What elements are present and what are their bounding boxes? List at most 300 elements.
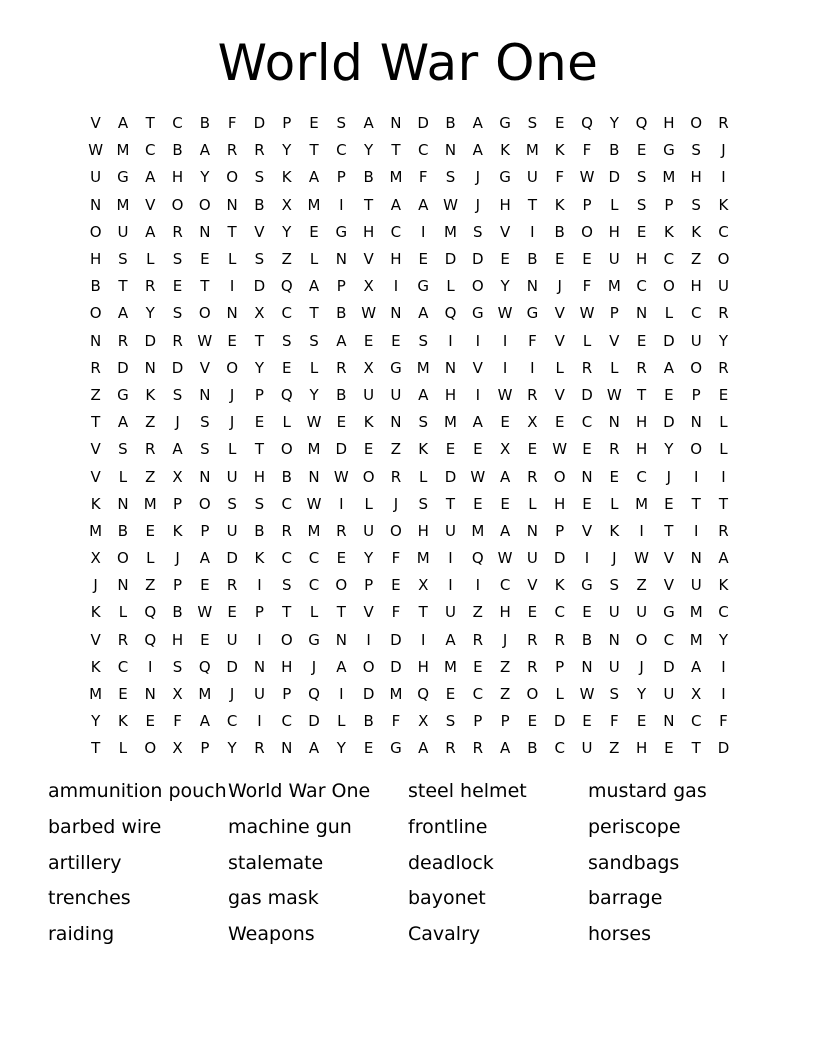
grid-letter[interactable]: Z	[390, 440, 402, 459]
grid-letter[interactable]: R	[445, 739, 456, 758]
grid-letter[interactable]: F	[582, 141, 592, 160]
grid-letter[interactable]: V	[363, 250, 374, 269]
grid-letter[interactable]: B	[363, 712, 374, 731]
grid-letter[interactable]: E	[582, 494, 592, 513]
grid-letter[interactable]: H	[417, 657, 429, 676]
grid-letter[interactable]: E	[664, 739, 674, 758]
grid-letter[interactable]: V	[581, 521, 593, 540]
grid-letter[interactable]: O	[662, 277, 675, 296]
grid-letter[interactable]: P	[200, 739, 210, 758]
grid-letter[interactable]: J	[229, 413, 235, 432]
grid-letter[interactable]: S	[281, 331, 292, 350]
grid-letter[interactable]: V	[90, 467, 101, 486]
grid-letter[interactable]: L	[118, 603, 128, 622]
grid-letter[interactable]: D	[308, 712, 320, 731]
grid-letter[interactable]: T	[718, 494, 729, 513]
grid-letter[interactable]: X	[363, 277, 374, 296]
grid-letter[interactable]: Q	[581, 114, 593, 133]
grid-letter[interactable]: E	[554, 250, 565, 269]
grid-letter[interactable]: D	[472, 250, 484, 269]
grid-letter[interactable]: N	[581, 467, 593, 486]
grid-letter[interactable]: E	[418, 250, 428, 269]
grid-letter[interactable]: E	[473, 494, 483, 513]
grid-letter[interactable]: B	[527, 739, 538, 758]
grid-letter[interactable]: B	[254, 521, 265, 540]
grid-letter[interactable]: N	[608, 630, 620, 649]
grid-letter[interactable]: U	[690, 576, 702, 595]
grid-letter[interactable]: N	[117, 494, 129, 513]
grid-letter[interactable]: F	[609, 712, 619, 731]
grid-letter[interactable]: B	[581, 630, 593, 649]
grid-letter[interactable]: I	[475, 385, 481, 404]
grid-letter[interactable]: S	[309, 331, 319, 350]
grid-letter[interactable]: K	[363, 413, 374, 432]
grid-letter[interactable]: M	[198, 685, 212, 704]
grid-letter[interactable]: W	[579, 304, 595, 323]
grid-letter[interactable]: H	[635, 250, 648, 269]
grid-letter[interactable]: C	[499, 576, 511, 595]
grid-letter[interactable]: E	[145, 521, 155, 540]
grid-letter[interactable]: N	[253, 657, 266, 676]
grid-letter[interactable]: U	[117, 222, 129, 241]
grid-letter[interactable]: I	[148, 657, 153, 676]
grid-letter[interactable]: L	[227, 250, 237, 269]
grid-letter[interactable]: F	[555, 168, 565, 187]
grid-letter[interactable]: A	[499, 521, 511, 540]
grid-letter[interactable]: K	[554, 141, 565, 160]
grid-letter[interactable]: I	[257, 576, 262, 595]
grid-letter[interactable]: L	[118, 467, 128, 486]
grid-letter[interactable]: S	[336, 114, 347, 133]
grid-letter[interactable]: V	[199, 358, 210, 377]
grid-letter[interactable]: R	[527, 630, 538, 649]
grid-letter[interactable]: G	[117, 168, 129, 187]
grid-letter[interactable]: T	[336, 603, 346, 622]
grid-letter[interactable]: O	[690, 358, 703, 377]
grid-letter[interactable]: I	[366, 630, 371, 649]
grid-letter[interactable]: Z	[636, 576, 647, 595]
grid-letter[interactable]: Z	[499, 685, 511, 704]
grid-letter[interactable]: D	[663, 331, 675, 350]
grid-letter[interactable]: V	[499, 222, 511, 241]
grid-letter[interactable]: S	[691, 141, 701, 160]
grid-letter[interactable]: I	[530, 222, 535, 241]
grid-letter[interactable]: S	[527, 114, 538, 133]
grid-letter[interactable]: P	[473, 712, 483, 731]
grid-letter[interactable]: F	[719, 712, 728, 731]
grid-letter[interactable]: H	[281, 657, 293, 676]
grid-letter[interactable]: Y	[364, 141, 374, 160]
grid-letter[interactable]: Y	[500, 277, 510, 296]
grid-letter[interactable]: R	[581, 358, 593, 377]
grid-letter[interactable]: P	[364, 576, 374, 595]
grid-letter[interactable]: K	[691, 222, 702, 241]
grid-letter[interactable]: L	[528, 494, 537, 513]
grid-letter[interactable]: G	[499, 114, 511, 133]
grid-letter[interactable]: M	[525, 141, 539, 160]
grid-letter[interactable]: V	[663, 576, 675, 595]
grid-letter[interactable]: E	[500, 494, 510, 513]
grid-letter[interactable]: H	[635, 739, 648, 758]
grid-letter[interactable]: E	[664, 494, 674, 513]
grid-letter[interactable]: R	[390, 467, 402, 486]
grid-letter[interactable]: Y	[282, 141, 292, 160]
grid-letter[interactable]: M	[307, 440, 321, 459]
grid-letter[interactable]: B	[254, 195, 265, 214]
grid-letter[interactable]: H	[690, 277, 702, 296]
grid-letter[interactable]: O	[226, 168, 239, 187]
grid-letter[interactable]: C	[663, 630, 675, 649]
grid-letter[interactable]: M	[607, 277, 621, 296]
grid-letter[interactable]: A	[445, 630, 456, 649]
grid-letter[interactable]: Y	[145, 304, 155, 323]
grid-letter[interactable]: C	[226, 712, 238, 731]
grid-letter[interactable]: E	[527, 603, 538, 622]
grid-letter[interactable]: P	[582, 195, 592, 214]
grid-letter[interactable]: E	[554, 114, 565, 133]
grid-letter[interactable]: Z	[499, 657, 511, 676]
grid-letter[interactable]: Y	[254, 358, 265, 377]
grid-letter[interactable]: M	[689, 603, 703, 622]
grid-letter[interactable]: N	[199, 222, 211, 241]
grid-letter[interactable]: M	[89, 521, 103, 540]
grid-letter[interactable]: N	[526, 277, 539, 296]
grid-letter[interactable]: L	[555, 685, 564, 704]
grid-letter[interactable]: P	[254, 603, 264, 622]
grid-letter[interactable]: F	[391, 712, 401, 731]
grid-letter[interactable]: P	[500, 712, 510, 731]
grid-letter[interactable]: X	[172, 739, 183, 758]
grid-letter[interactable]: I	[693, 467, 699, 486]
grid-letter[interactable]: M	[444, 657, 457, 676]
grid-letter[interactable]: N	[144, 358, 156, 377]
grid-letter[interactable]: L	[610, 494, 619, 513]
grid-letter[interactable]: N	[90, 331, 102, 350]
grid-letter[interactable]: Z	[609, 739, 620, 758]
grid-letter[interactable]: J	[93, 576, 98, 595]
grid-letter[interactable]: O	[635, 630, 648, 649]
grid-letter[interactable]: C	[281, 304, 292, 323]
grid-letter[interactable]: W	[634, 549, 649, 568]
grid-letter[interactable]: E	[473, 657, 483, 676]
grid-letter[interactable]: C	[390, 222, 402, 241]
grid-letter[interactable]: A	[336, 657, 347, 676]
grid-letter[interactable]: E	[445, 685, 456, 704]
grid-letter[interactable]: O	[144, 739, 157, 758]
grid-letter[interactable]: S	[118, 440, 128, 459]
grid-letter[interactable]: R	[172, 331, 183, 350]
grid-letter[interactable]: V	[554, 385, 565, 404]
grid-letter[interactable]: X	[90, 549, 101, 568]
grid-letter[interactable]: D	[144, 331, 157, 350]
grid-letter[interactable]: X	[418, 712, 429, 731]
grid-letter[interactable]: D	[335, 440, 348, 459]
grid-letter[interactable]: S	[609, 685, 620, 704]
grid-letter[interactable]: Z	[90, 385, 101, 404]
grid-letter[interactable]: G	[390, 358, 402, 377]
grid-letter[interactable]: R	[636, 358, 647, 377]
grid-letter[interactable]: T	[254, 440, 265, 459]
grid-letter[interactable]: U	[608, 603, 620, 622]
grid-letter[interactable]: Q	[635, 114, 648, 133]
grid-letter[interactable]: E	[527, 440, 538, 459]
grid-letter[interactable]: U	[226, 630, 238, 649]
grid-letter[interactable]: H	[554, 494, 566, 513]
grid-letter[interactable]: A	[308, 739, 320, 758]
grid-letter[interactable]: E	[391, 331, 401, 350]
grid-letter[interactable]: E	[445, 440, 456, 459]
grid-letter[interactable]: L	[555, 358, 564, 377]
grid-letter[interactable]: C	[117, 657, 129, 676]
grid-letter[interactable]: Y	[200, 168, 210, 187]
grid-letter[interactable]: D	[553, 549, 566, 568]
grid-letter[interactable]: Q	[280, 277, 293, 296]
grid-letter[interactable]: K	[145, 385, 156, 404]
grid-letter[interactable]: J	[475, 168, 481, 187]
grid-letter[interactable]: K	[500, 141, 511, 160]
grid-letter[interactable]: T	[391, 141, 401, 160]
grid-letter[interactable]: M	[307, 195, 321, 214]
grid-letter[interactable]: T	[445, 494, 456, 513]
grid-letter[interactable]: A	[308, 168, 320, 187]
grid-letter[interactable]: O	[581, 222, 593, 241]
grid-letter[interactable]: N	[335, 250, 347, 269]
grid-letter[interactable]: R	[226, 141, 238, 160]
grid-letter[interactable]: F	[173, 712, 182, 731]
grid-letter[interactable]: O	[198, 195, 211, 214]
grid-letter[interactable]: H	[635, 413, 648, 432]
grid-letter[interactable]: V	[363, 603, 374, 622]
grid-letter[interactable]: D	[226, 657, 238, 676]
grid-letter[interactable]: L	[118, 739, 128, 758]
grid-letter[interactable]: K	[254, 549, 265, 568]
grid-letter[interactable]: U	[526, 549, 538, 568]
grid-letter[interactable]: O	[553, 467, 566, 486]
grid-letter[interactable]: U	[363, 521, 375, 540]
grid-letter[interactable]: G	[390, 739, 402, 758]
grid-letter[interactable]: U	[608, 657, 620, 676]
grid-letter[interactable]: N	[335, 630, 347, 649]
grid-letter[interactable]: R	[281, 521, 292, 540]
grid-letter[interactable]: L	[309, 603, 319, 622]
grid-letter[interactable]: C	[417, 141, 429, 160]
grid-letter[interactable]: T	[227, 222, 237, 241]
grid-letter[interactable]: A	[499, 467, 511, 486]
grid-letter[interactable]: Z	[691, 250, 702, 269]
grid-letter[interactable]: Y	[609, 114, 619, 133]
grid-letter[interactable]: G	[526, 304, 539, 323]
grid-letter[interactable]: G	[663, 603, 675, 622]
grid-letter[interactable]: K	[718, 576, 729, 595]
grid-letter[interactable]: L	[146, 549, 155, 568]
grid-letter[interactable]: D	[253, 277, 266, 296]
grid-letter[interactable]: G	[581, 576, 593, 595]
grid-letter[interactable]: H	[362, 222, 375, 241]
grid-letter[interactable]: D	[171, 358, 184, 377]
grid-letter[interactable]: S	[691, 195, 701, 214]
grid-letter[interactable]: I	[229, 277, 235, 296]
grid-letter[interactable]: Y	[336, 739, 346, 758]
grid-letter[interactable]: U	[90, 168, 102, 187]
grid-letter[interactable]: W	[88, 141, 104, 160]
grid-letter[interactable]: Y	[282, 222, 292, 241]
grid-letter[interactable]: G	[117, 385, 129, 404]
grid-letter[interactable]: H	[499, 195, 511, 214]
grid-letter[interactable]: C	[281, 494, 292, 513]
grid-letter[interactable]: V	[254, 222, 265, 241]
grid-letter[interactable]: O	[471, 277, 484, 296]
grid-letter[interactable]: A	[418, 304, 429, 323]
grid-letter[interactable]: S	[636, 195, 647, 214]
grid-letter[interactable]: V	[145, 195, 156, 214]
grid-letter[interactable]: H	[253, 467, 266, 486]
grid-letter[interactable]: X	[281, 195, 292, 214]
grid-letter[interactable]: X	[254, 304, 265, 323]
grid-letter[interactable]: K	[554, 195, 565, 214]
grid-letter[interactable]: M	[689, 630, 703, 649]
grid-letter[interactable]: R	[718, 358, 729, 377]
grid-letter[interactable]: P	[691, 385, 701, 404]
grid-letter[interactable]: P	[282, 114, 292, 133]
grid-letter[interactable]: Y	[718, 331, 729, 350]
grid-letter[interactable]: T	[91, 413, 101, 432]
grid-letter[interactable]: K	[554, 576, 565, 595]
grid-letter[interactable]: S	[418, 413, 428, 432]
grid-letter[interactable]: E	[281, 358, 292, 377]
grid-letter[interactable]: T	[145, 114, 155, 133]
grid-letter[interactable]: U	[608, 250, 620, 269]
grid-letter[interactable]: E	[227, 603, 237, 622]
grid-letter[interactable]: M	[307, 521, 321, 540]
grid-letter[interactable]: K	[418, 440, 429, 459]
grid-letter[interactable]: M	[416, 549, 430, 568]
grid-letter[interactable]: L	[282, 413, 291, 432]
letter-grid[interactable]	[82, 110, 742, 763]
grid-letter[interactable]: P	[200, 521, 210, 540]
grid-letter[interactable]: A	[199, 141, 210, 160]
grid-letter[interactable]: U	[363, 385, 375, 404]
grid-letter[interactable]: A	[117, 304, 129, 323]
grid-letter[interactable]: Q	[471, 549, 484, 568]
grid-letter[interactable]: X	[418, 576, 429, 595]
grid-letter[interactable]: Y	[364, 549, 374, 568]
grid-letter[interactable]: E	[336, 549, 347, 568]
grid-letter[interactable]: J	[502, 630, 508, 649]
grid-letter[interactable]: Z	[145, 413, 156, 432]
grid-letter[interactable]: M	[635, 494, 649, 513]
grid-letter[interactable]: W	[470, 467, 486, 486]
grid-letter[interactable]: N	[526, 521, 539, 540]
grid-letter[interactable]: C	[554, 739, 565, 758]
grid-letter[interactable]: I	[502, 331, 508, 350]
grid-letter[interactable]: R	[254, 739, 265, 758]
grid-letter[interactable]: J	[612, 549, 617, 568]
grid-letter[interactable]: M	[389, 685, 403, 704]
grid-letter[interactable]: A	[418, 739, 429, 758]
grid-letter[interactable]: Q	[308, 685, 320, 704]
grid-letter[interactable]: N	[90, 195, 102, 214]
grid-letter[interactable]: D	[117, 358, 129, 377]
grid-letter[interactable]: W	[579, 685, 595, 704]
grid-letter[interactable]: N	[199, 385, 211, 404]
grid-letter[interactable]: Q	[144, 603, 157, 622]
grid-letter[interactable]: L	[664, 304, 674, 323]
grid-letter[interactable]: S	[418, 331, 428, 350]
grid-letter[interactable]: N	[390, 304, 402, 323]
grid-letter[interactable]: I	[475, 576, 481, 595]
grid-letter[interactable]: T	[91, 739, 101, 758]
grid-letter[interactable]: T	[118, 277, 128, 296]
grid-letter[interactable]: W	[306, 413, 322, 432]
grid-letter[interactable]: V	[554, 331, 565, 350]
grid-letter[interactable]: K	[90, 657, 101, 676]
grid-letter[interactable]: P	[609, 304, 619, 323]
grid-letter[interactable]: P	[336, 277, 346, 296]
grid-letter[interactable]: I	[339, 195, 344, 214]
grid-letter[interactable]: C	[636, 277, 647, 296]
grid-letter[interactable]: E	[582, 603, 592, 622]
grid-letter[interactable]: E	[363, 331, 374, 350]
grid-letter[interactable]: V	[90, 440, 101, 459]
grid-letter[interactable]: C	[472, 685, 484, 704]
grid-letter[interactable]: I	[339, 685, 344, 704]
grid-letter[interactable]: E	[118, 685, 128, 704]
grid-letter[interactable]: D	[417, 114, 429, 133]
grid-letter[interactable]: Y	[91, 712, 101, 731]
grid-letter[interactable]: S	[172, 657, 183, 676]
grid-letter[interactable]: C	[690, 712, 702, 731]
grid-letter[interactable]: N	[581, 657, 593, 676]
grid-letter[interactable]: I	[693, 521, 699, 540]
grid-letter[interactable]: C	[718, 222, 729, 241]
grid-letter[interactable]: E	[636, 331, 647, 350]
grid-letter[interactable]: Q	[417, 685, 430, 704]
grid-letter[interactable]: W	[497, 304, 513, 323]
grid-letter[interactable]: V	[90, 114, 101, 133]
grid-letter[interactable]: A	[145, 222, 156, 241]
grid-letter[interactable]: Q	[198, 657, 211, 676]
grid-letter[interactable]: I	[420, 630, 426, 649]
grid-letter[interactable]: Z	[145, 467, 156, 486]
grid-letter[interactable]: I	[448, 576, 453, 595]
grid-letter[interactable]: B	[336, 385, 347, 404]
grid-letter[interactable]: N	[144, 685, 156, 704]
grid-letter[interactable]: N	[444, 141, 457, 160]
grid-letter[interactable]: E	[200, 630, 210, 649]
grid-letter[interactable]: S	[445, 712, 456, 731]
grid-letter[interactable]: I	[721, 685, 726, 704]
grid-letter[interactable]: O	[526, 685, 539, 704]
grid-letter[interactable]: V	[527, 576, 538, 595]
grid-letter[interactable]: R	[117, 630, 129, 649]
grid-letter[interactable]: R	[472, 739, 484, 758]
grid-letter[interactable]: K	[90, 494, 101, 513]
grid-letter[interactable]: L	[719, 413, 728, 432]
grid-letter[interactable]: C	[554, 603, 565, 622]
grid-letter[interactable]: R	[254, 141, 265, 160]
grid-letter[interactable]: L	[309, 250, 319, 269]
grid-letter[interactable]: D	[717, 739, 730, 758]
grid-letter[interactable]: L	[337, 712, 346, 731]
grid-letter[interactable]: E	[664, 385, 674, 404]
grid-letter[interactable]: U	[226, 521, 238, 540]
grid-letter[interactable]: E	[200, 576, 210, 595]
grid-letter[interactable]: K	[718, 195, 729, 214]
grid-letter[interactable]: A	[472, 114, 483, 133]
grid-letter[interactable]: F	[528, 331, 537, 350]
grid-letter[interactable]: M	[444, 413, 457, 432]
grid-letter[interactable]: T	[200, 277, 210, 296]
